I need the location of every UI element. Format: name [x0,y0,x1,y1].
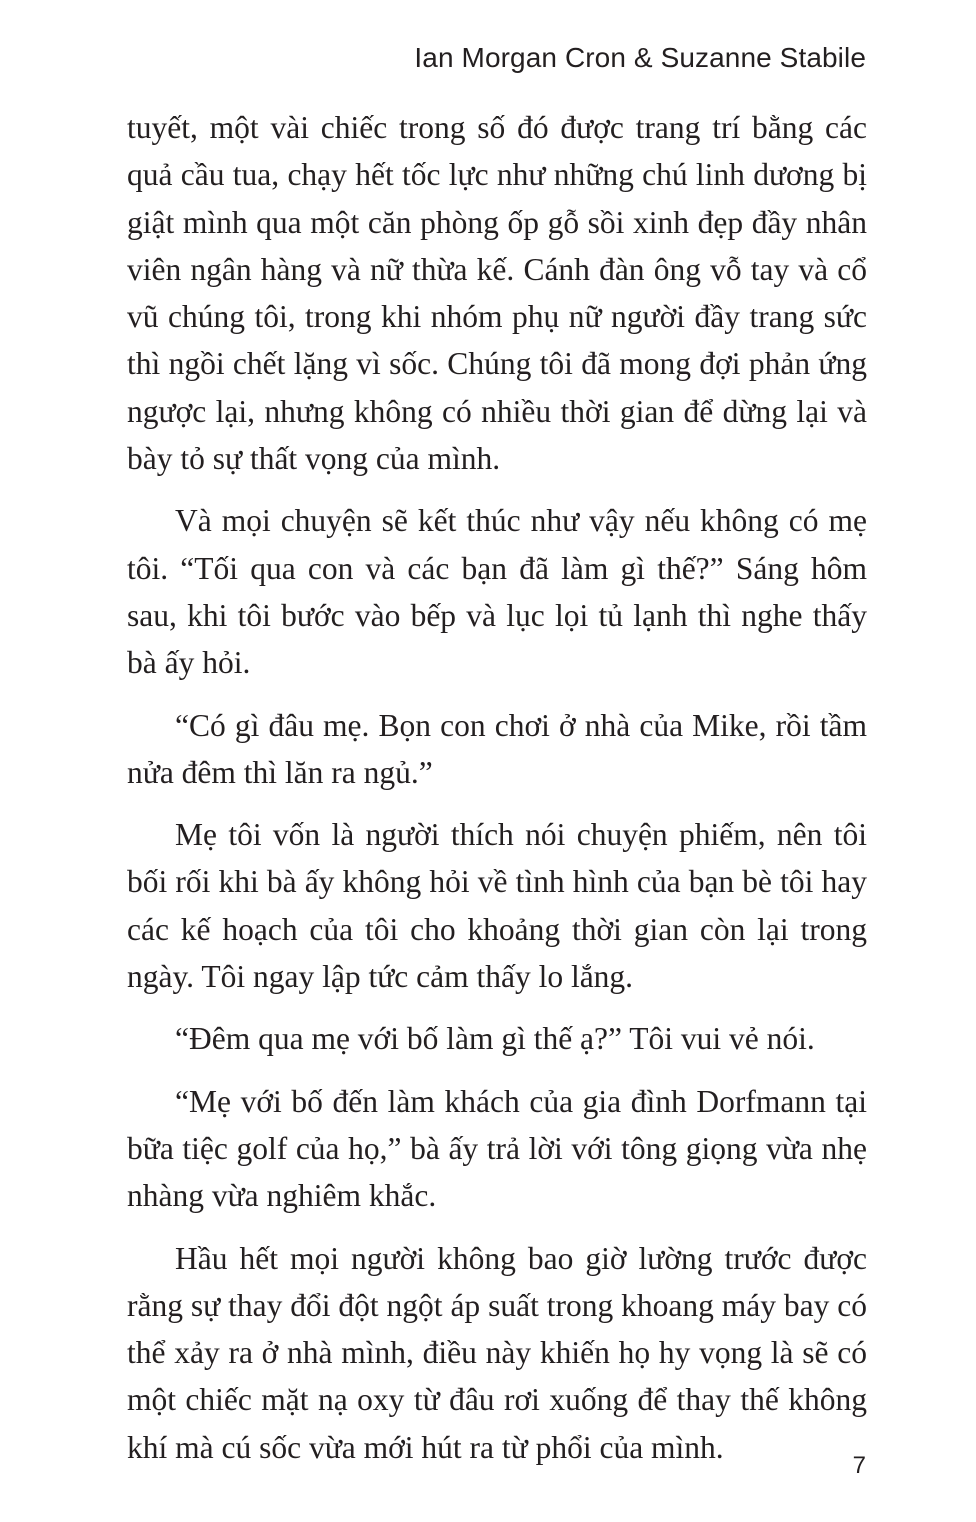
paragraph-5: “Đêm qua mẹ với bố làm gì thế ạ?” Tôi vui vẻ nói. [175,1021,815,1057]
paragraph-7: Hầu hết mọi người không bao giờ lường trước được rằng sự thay đổi đột ngột áp suất trong khoang máy bay có thể xảy ra ở nhà mình, điều này khiến họ hy vọng là sẽ có một chiếc mặt nạ oxy từ đâu rơi xuống để thay thế không khí mà cú sốc vừa mới hút ra từ phổi của mình. [127,1240,867,1465]
paragraph-4: Mẹ tôi vốn là người thích nói chuyện phiếm, nên tôi bối rối khi bà ấy không hỏi về tình hình của bạn bè tôi hay các kế hoạch của tôi cho khoảng thời gian còn lại trong ngày. Tôi ngay lập tức cảm thấy lo lắng. [127,817,867,995]
running-header-authors: Ian Morgan Cron & Suzanne Stabile [414,42,866,73]
page-number: 7 [852,1452,866,1479]
body-text [127,104,867,1486]
paragraph-2: Và mọi chuyện sẽ kết thúc như vậy nếu không có mẹ tôi. “Tối qua con và các bạn đã làm gì thế?” Sáng hôm sau, khi tôi bước vào bếp và lục lọi tủ lạnh thì nghe thấy bà ấy hỏi. [127,503,867,681]
paragraph-6: “Mẹ với bố đến làm khách của gia đình Dorfmann tại bữa tiệc golf của họ,” bà ấy trả lời với tông giọng vừa nhẹ nhàng vừa nghiêm khắc. [127,1083,867,1214]
paragraph-3: “Có gì đâu mẹ. Bọn con chơi ở nhà của Mike, rồi tầm nửa đêm thì lăn ra ngủ.” [127,707,867,790]
paragraph-1: tuyết, một vài chiếc trong số đó được trang trí bằng các quả cầu tua, chạy hết tốc lực như những chú linh dương bị giật mình qua một căn phòng ốp gỗ sồi xinh đẹp đầy nhân viên ngân hàng và nữ thừa kế. Cánh đàn ông vỗ tay và cổ vũ chúng tôi, trong khi nhóm phụ nữ người đầy trang sức thì ngồi chết lặng vì sốc. Chúng tôi đã mong đợi phản ứng ngược lại, nhưng không có nhiều thời gian để dừng lại và bày tỏ sự thất vọng của mình. [127,110,867,477]
